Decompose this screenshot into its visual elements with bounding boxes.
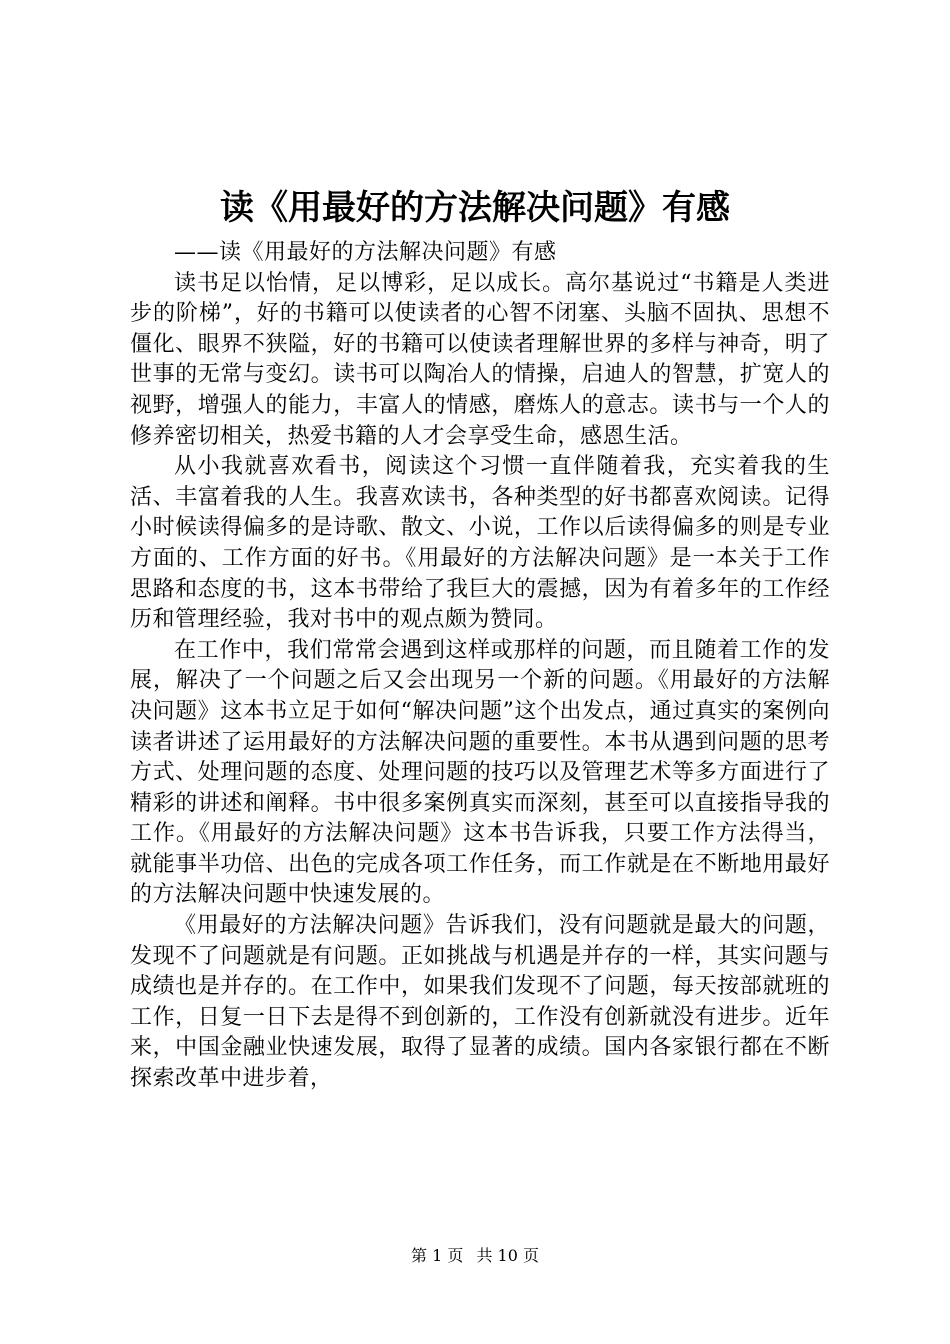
page-total: 共 10 页 [476, 1246, 539, 1265]
paragraph: 读书足以怡情，足以博彩，足以成长。高尔基说过“书籍是人类进步的阶梯”，好的书籍可以使读者的心智不闭塞、头脑不固执、思想不僵化、眼界不狭隘，好的书籍可以使读者理解世界的多样与神奇，明了世事的无常与变幻。读书可以陶冶人的情操，启迪人的智慧，扩宽人的视野，增强人的能力，丰富人的情感，磨炼人的意志。读书与一个人的修养密切相关，热爱书籍的人才会享受生命，感恩生活。 [130, 270, 830, 449]
document-body [130, 238, 830, 1095]
paragraph: 从小我就喜欢看书，阅读这个习惯一直伴随着我，充实着我的生活、丰富着我的人生。我喜欢读书，各种类型的好书都喜欢阅读。记得小时候读得偏多的是诗歌、散文、小说，工作以后读得偏多的则是专业方面的、工作方面的好书。《用最好的方法解决问题》是一本关于工作思路和态度的书，这本书带给了我巨大的震撼，因为有着多年的工作经历和管理经验，我对书中的观点颇为赞同。 [130, 454, 830, 633]
page-footer [0, 1244, 950, 1268]
document-title: 读《用最好的方法解决问题》有感 [220, 188, 730, 228]
page-number: 第 1 页 [411, 1246, 464, 1265]
document-subtitle: ——读《用最好的方法解决问题》有感 [174, 240, 557, 265]
paragraph: 在工作中，我们常常会遇到这样或那样的问题，而且随着工作的发展，解决了一个问题之后又会出现另一个新的问题。《用最好的方法解决问题》这本书立足于如何“解决问题”这个出发点，通过真实的案例向读者讲述了运用最好的方法解决问题的重要性。本书从遇到问题的思考方式、处理问题的态度、处理问题的技巧以及管理艺术等多方面进行了精彩的讲述和阐释。书中很多案例真实而深刻，甚至可以直接指导我的工作。《用最好的方法解决问题》这本书告诉我，只要工作方法得当，就能事半功倍、出色的完成各项工作任务，而工作就是在不断地用最好的方法解决问题中快速发展的。 [130, 637, 830, 908]
paragraph: 《用最好的方法解决问题》告诉我们，没有问题就是最大的问题，发现不了问题就是有问题。正如挑战与机遇是并存的一样，其实问题与成绩也是并存的。在工作中，如果我们发现不了问题，每天按部就班的工作，日复一日下去是得不到创新的，工作没有创新就没有进步。近年来，中国金融业快速发展，取得了显著的成绩。国内各家银行都在不断探索改革中进步着， [130, 913, 830, 1092]
